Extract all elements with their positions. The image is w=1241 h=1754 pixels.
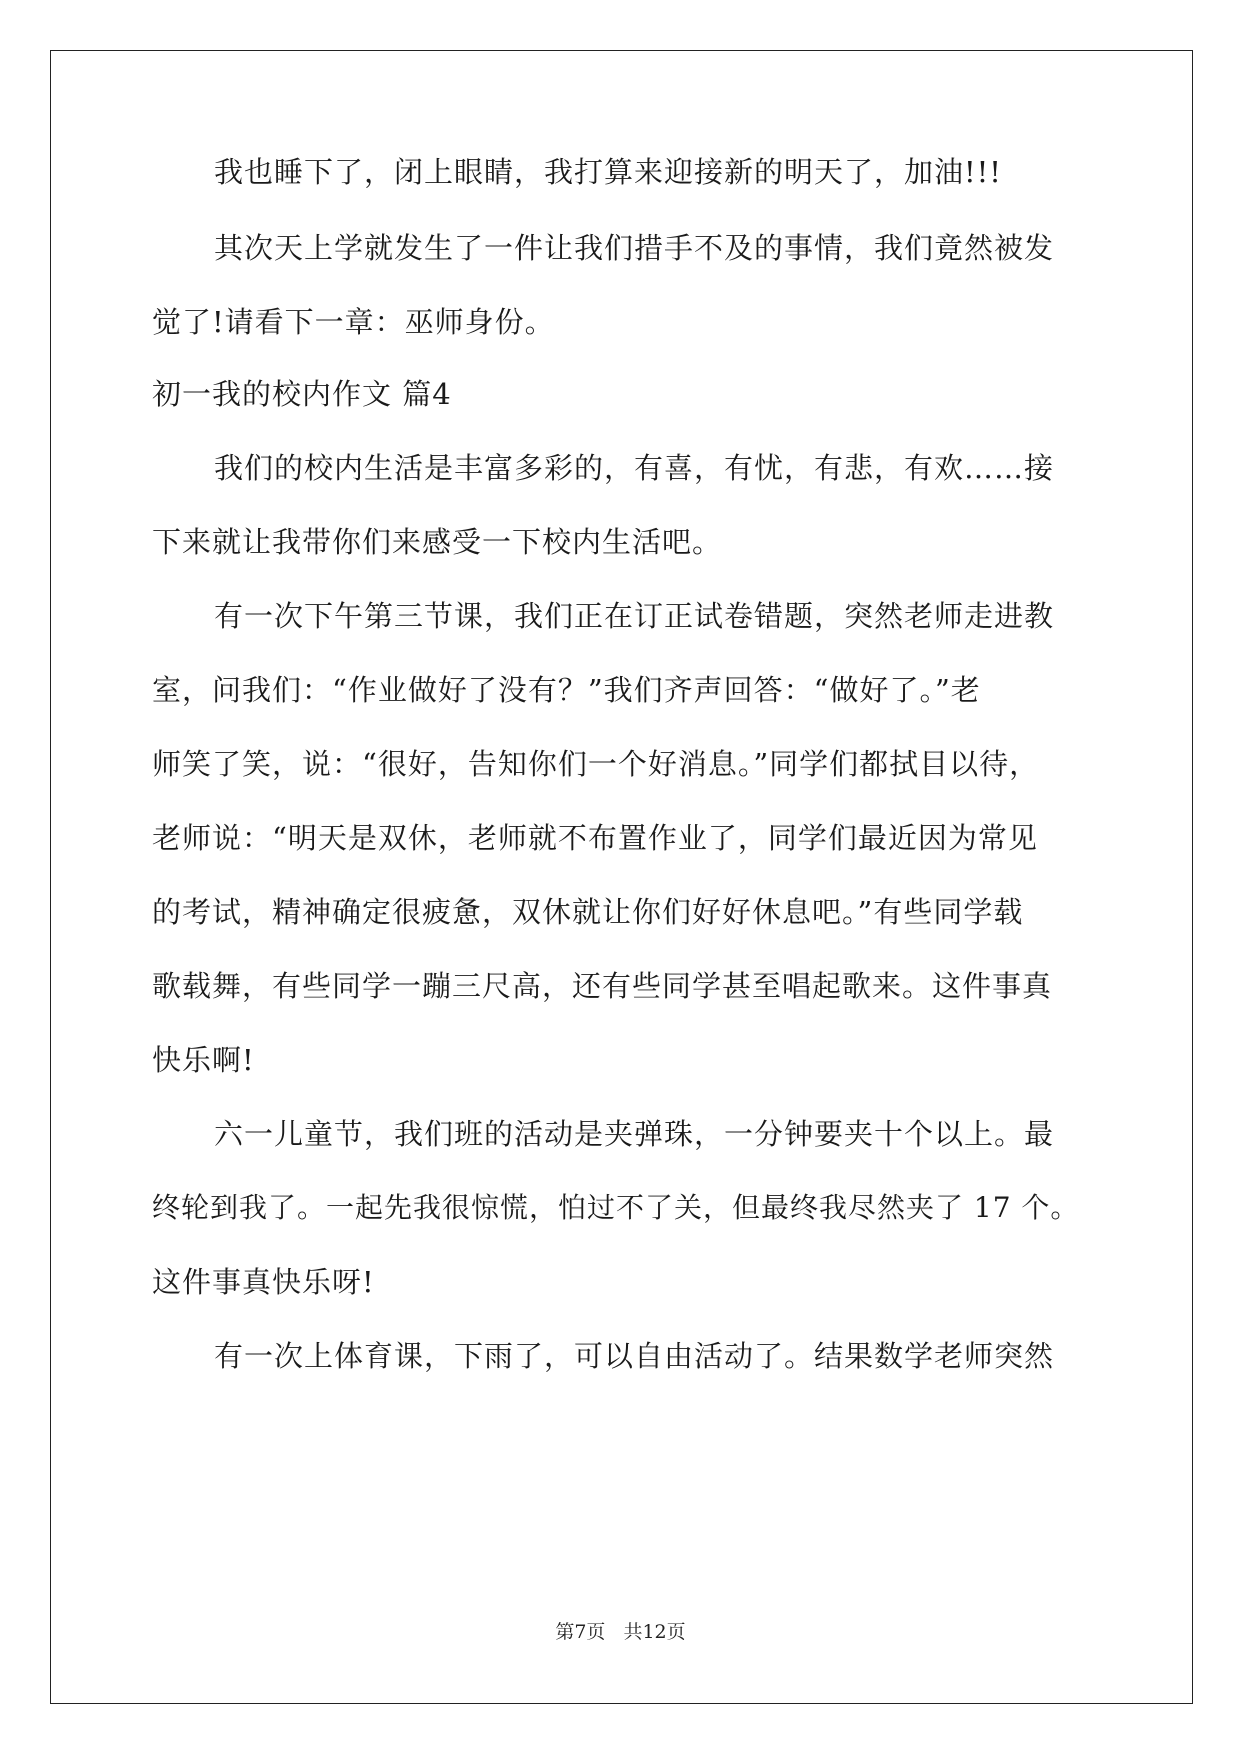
text-line: 室，问我们：“作业做好了没有？”我们齐声回答：“做好了。”老 (152, 673, 981, 707)
text-line: 我也睡下了，闭上眼睛，我打算来迎接新的明天了，加油!!! (214, 155, 1002, 189)
text-line: 下来就让我带你们来感受一下校内生活吧。 (152, 525, 723, 559)
text-line: 觉了!请看下一章：巫师身份。 (152, 305, 555, 339)
page-number: 第7页 (555, 1621, 606, 1643)
text-line: 的考试，精神确定很疲惫，双休就让你们好好休息吧。”有些同学载 (152, 895, 1024, 929)
text-line: 快乐啊! (152, 1043, 255, 1077)
text-line: 终轮到我了。一起先我很惊慌，怕过不了关，但最终我尽然夹了 17 个。 (152, 1191, 1080, 1224)
text-line: 老师说：“明天是双休，老师就不布置作业了，同学们最近因为常见 (152, 821, 1038, 855)
page-total: 共12页 (623, 1621, 686, 1643)
page-footer (0, 1620, 1241, 1644)
text-line: 有一次下午第三节课，我们正在订正试卷错题，突然老师走进教 (214, 599, 1055, 633)
text-line: 其次天上学就发生了一件让我们措手不及的事情，我们竟然被发 (214, 231, 1055, 265)
section-heading: 初一我的校内作文 篇4 (152, 377, 452, 411)
text-line: 歌载舞，有些同学一蹦三尺高，还有些同学甚至唱起歌来。这件事真 (152, 969, 1053, 1003)
text-line: 我们的校内生活是丰富多彩的，有喜，有忧，有悲，有欢……接 (214, 451, 1055, 485)
text-line: 这件事真快乐呀! (152, 1265, 375, 1299)
text-line: 六一儿童节，我们班的活动是夹弹珠，一分钟要夹十个以上。最 (214, 1117, 1055, 1151)
text-line: 有一次上体育课，下雨了，可以自由活动了。结果数学老师突然 (214, 1339, 1055, 1373)
text-line: 师笑了笑，说：“很好，告知你们一个好消息。”同学们都拭目以待， (152, 747, 1040, 781)
page-border (50, 50, 1193, 1704)
